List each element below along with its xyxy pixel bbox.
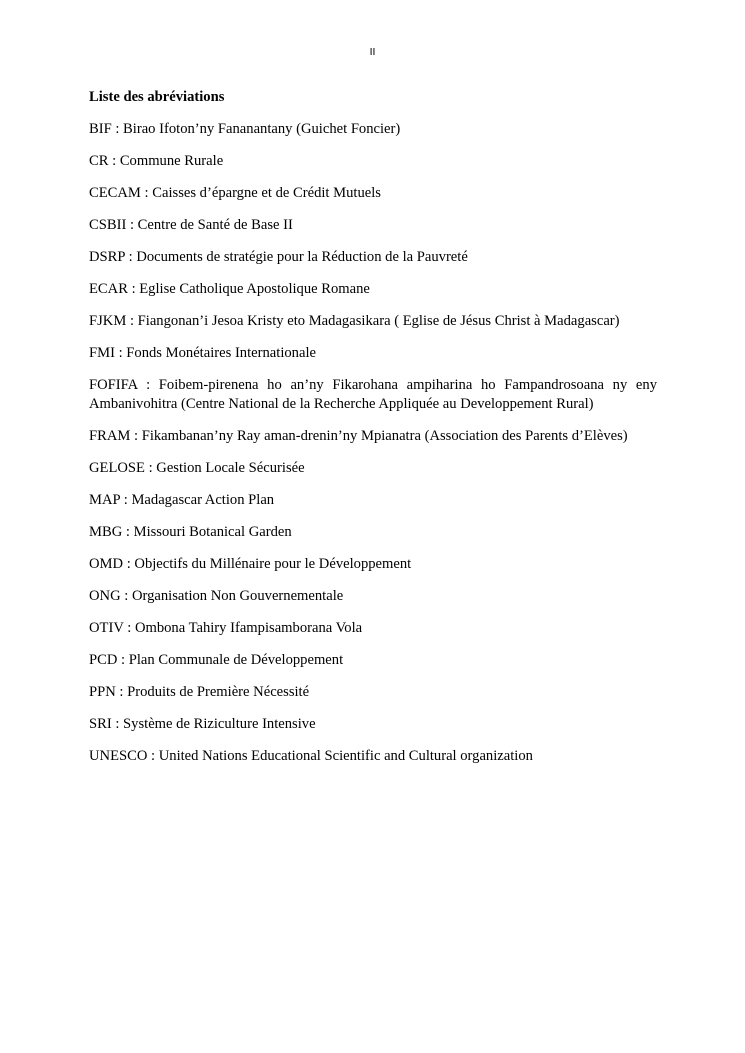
abbreviation-mbg: MBG : Missouri Botanical Garden <box>89 524 292 540</box>
abbreviation-pcd: PCD : Plan Communale de Développement <box>89 652 344 668</box>
abbreviation-fjkm: FJKM : Fiangonan’i Jesoa Kristy eto Madagasikara ( Eglise de Jésus Christ à Madagascar) <box>89 313 620 329</box>
abbreviation-csbii: CSBII : Centre de Santé de Base II <box>89 217 293 233</box>
abbreviation-unesco: UNESCO : United Nations Educational Scientific and Cultural organization <box>89 748 533 764</box>
abbreviation-otiv: OTIV : Ombona Tahiry Ifampisamborana Vola <box>89 620 363 636</box>
abbreviation-bif: BIF : Birao Ifoton’ny Fananantany (Guichet Foncier) <box>89 121 401 137</box>
abbreviation-ppn: PPN : Produits de Première Nécessité <box>89 684 310 700</box>
abbreviation-cr: CR : Commune Rurale <box>89 153 224 169</box>
abbreviation-omd: OMD : Objectifs du Millénaire pour le Développement <box>89 556 412 572</box>
abbreviation-cecam: CECAM : Caisses d’épargne et de Crédit Mutuels <box>89 185 381 201</box>
abbreviation-fmi: FMI : Fonds Monétaires Internationale <box>89 345 316 361</box>
abbreviation-dsrp: DSRP : Documents de stratégie pour la Réduction de la Pauvreté <box>89 249 468 265</box>
abbreviation-fofifa: FOFIFA : Foibem-pirenena ho an’ny Fikarohana ampiharina ho Fampandrosoana ny eny Ambanivohitra (Centre National de la Recherche Appliquée au Developpement Rural) <box>89 377 657 412</box>
list-heading: Liste des abréviations <box>89 89 225 105</box>
abbreviation-ong: ONG : Organisation Non Gouvernementale <box>89 588 344 604</box>
abbreviation-gelose: GELOSE : Gestion Locale Sécurisée <box>89 460 305 476</box>
abbreviation-fram: FRAM : Fikambanan’ny Ray aman-drenin’ny Mpianatra (Association des Parents d’Elèves) <box>89 428 628 444</box>
abbreviation-map: MAP : Madagascar Action Plan <box>89 492 275 508</box>
abbreviations-list <box>89 88 657 779</box>
page-number: II <box>369 46 376 58</box>
abbreviation-sri: SRI : Système de Riziculture Intensive <box>89 716 316 732</box>
abbreviation-ecar: ECAR : Eglise Catholique Apostolique Romane <box>89 281 370 297</box>
